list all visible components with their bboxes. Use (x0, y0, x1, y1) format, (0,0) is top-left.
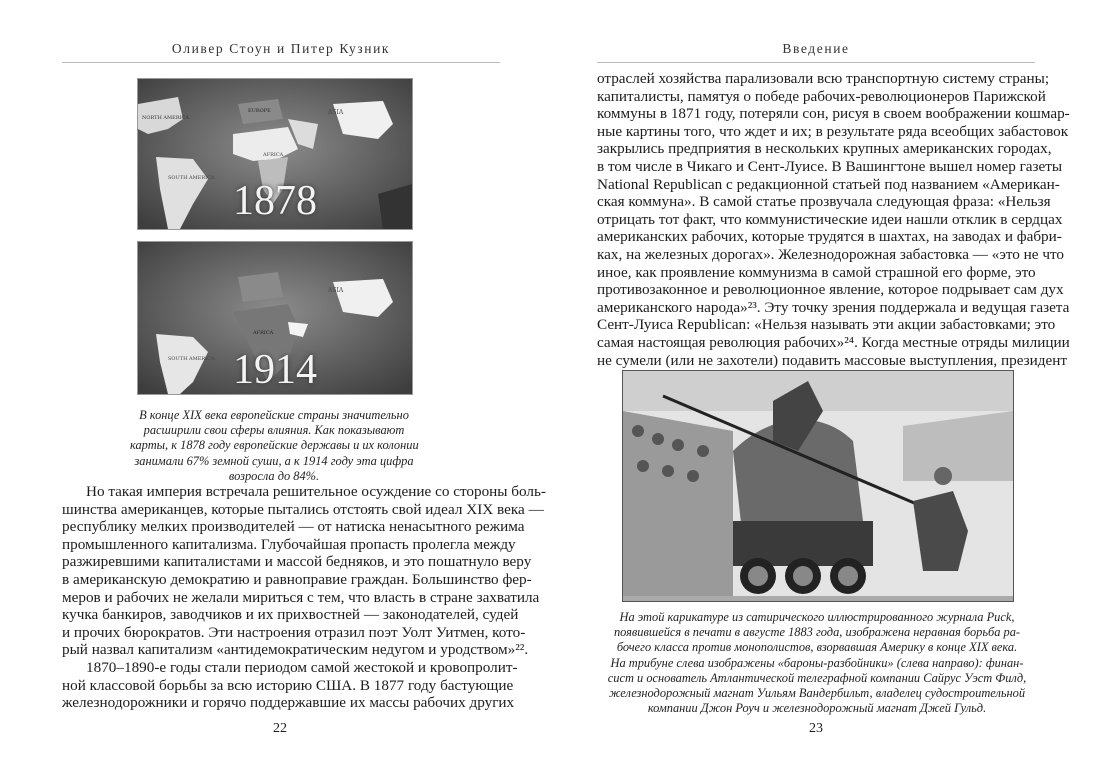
map-label: ASIA (328, 109, 344, 116)
text-line: иное, как проявление коммунизма в самой страшной его форме, это (597, 263, 1036, 281)
map-label: EUROPE (248, 108, 271, 114)
right-page (550, 0, 1100, 777)
text-line: и прочих бюрократов. Эти настроения отразил поэт Уолт Уитмен, кото- (62, 623, 526, 641)
map-label: AFRICA (253, 330, 274, 336)
caption-line: карты, к 1878 году европейские державы и их колонии (130, 438, 419, 453)
text-line: американского народа»²³. Эту точку зрения поддержала и ведущая газета (597, 298, 1070, 316)
text-line: Но такая империя встречала решительное осуждение со стороны боль- (86, 483, 546, 500)
text-line: National Republican с редакционной статьей под названием «Американ- (597, 175, 1060, 193)
text-line: ной классовой борьбы за всю историю США. В 1877 году бастующие (62, 676, 514, 694)
caption-line: возросла до 84%. (228, 468, 320, 483)
header-rule (597, 62, 1035, 63)
map-label: AFRICA (263, 152, 284, 158)
text-line: 1870–1890-е годы стали периодом самой жестокой и кровопролит- (86, 658, 518, 676)
text-line: отрицать тот факт, что коммунистические идеи нашли отклик в сердцах (597, 210, 1063, 228)
map-1914 (137, 241, 413, 395)
text-line: коммуны в 1871 году, потеряли сон, рисуя в своем воображении кошмар- (597, 105, 1070, 123)
caption-line: железнодорожный магнат Уильям Вандербильт, владелец судостроительной (608, 686, 1026, 701)
page-number: 22 (273, 721, 287, 736)
text-line: разжиревшими капиталистами и массой бедняков, и это пошатнуло веру (62, 553, 532, 571)
text-line: промышленного капитализма. Глубочайшая пропасть пролегла между (62, 535, 516, 553)
text-line: железнодорожники и горячо поддержавшие их массы рабочих других (62, 694, 515, 712)
map-label: ASIA (328, 287, 344, 294)
text-line: меров и рабочих не желали мириться с тем, что власть в стране захватила (62, 588, 540, 606)
text-line: капиталисты, памятуя о победе рабочих-революционеров Парижской (597, 87, 1046, 105)
text-line: в американскую демократию и равноправие граждан. Большинство фер- (62, 570, 532, 588)
body-text (597, 70, 1070, 369)
map-label: SOUTH AMERICA (168, 356, 215, 362)
body-text (62, 483, 546, 712)
text-line: шинства американцев, которые пытались отстоять свой идеал XIX века — (62, 500, 544, 518)
figure-caption (607, 610, 1027, 716)
text-line: республику мелких производителей — от натиска ненасытного режима (62, 518, 525, 536)
running-head: Введение (782, 41, 850, 56)
map-year: 1914 (233, 347, 317, 393)
text-line: ные картины того, что ждет и их; в результате ряда всеобщих забастовок (597, 122, 1069, 140)
text-line: кучка банкиров, заводчиков и их прихвостней — законодателей, судей (62, 606, 519, 624)
text-line: самая настоящая революция рабочих»²⁴. Когда местные отряды милиции (597, 333, 1070, 351)
caption-line: компании Джон Роуч и железнодорожный магнат Джей Гульд. (647, 701, 987, 716)
knight-on-locomotive-illustration (623, 371, 1013, 601)
text-line: противозаконное и революционное явление, которое подрывает сам дух (597, 281, 1064, 299)
header-rule (62, 62, 500, 63)
caption-line: В конце XIX века европейские страны значительно (139, 408, 409, 422)
text-line: ская коммуна». В самой статье прозвучала следующая фраза: «Нельзя (597, 193, 1051, 211)
caption-line: расширили свои сферы влияния. Как показывают (143, 423, 405, 438)
text-line: американских рабочих, которые трудятся в шахтах, на заводах и фабри- (597, 228, 1062, 246)
map-1878 (137, 78, 413, 230)
caption-line: сист и основатель Атлантической телеграфной компании Сайрус Уэст Филд, (607, 670, 1027, 685)
caption-line: На трибуне слева изображены «бароны-разбойники» (слева направо): финан- (610, 655, 1024, 670)
caption-line: занимали 67% земной суши, а к 1914 году эта цифра (134, 453, 414, 468)
text-line: ках, на железных дорогах». Железнодорожная забастовка — «это не что (597, 245, 1064, 263)
figure-caption (130, 408, 418, 484)
running-head: Оливер Стоун и Питер Кузник (171, 41, 391, 56)
text-line: не сумели (или не захотели) подавить массовые выступления, президент (597, 351, 1067, 369)
text-line: рый назвал капитализм «антидемократическим недугом и уродством»²². (62, 641, 529, 659)
text-line: отраслей хозяйства парализовали всю транспортную систему страны; (597, 70, 1050, 87)
map-label: NORTH AMERICA (142, 115, 189, 121)
caption-line: бочего класса против монополистов, взорвавшая Америку в конце XIX века. (616, 640, 1018, 655)
text-line: в том числе в Чикаго и Сент-Луисе. В Вашингтоне вышел номер газеты (597, 157, 1063, 175)
caption-line: появившейся в печати в августе 1883 года, изображена неравная борьба ра- (613, 625, 1021, 640)
text-line: Сент-Луиса Republican: «Нельзя называть эти акции забастовками; это (597, 316, 1056, 334)
page-number: 23 (809, 721, 823, 736)
text-line: закрылись предприятия в нескольких крупных американских городах, (597, 140, 1052, 158)
map-year: 1878 (233, 178, 317, 224)
map-label: SOUTH AMERICA (168, 175, 215, 181)
puck-cartoon-engraving (622, 370, 1014, 602)
caption-line: На этой карикатуре из сатирического иллюстрированного журнала Puck, (619, 610, 1015, 624)
